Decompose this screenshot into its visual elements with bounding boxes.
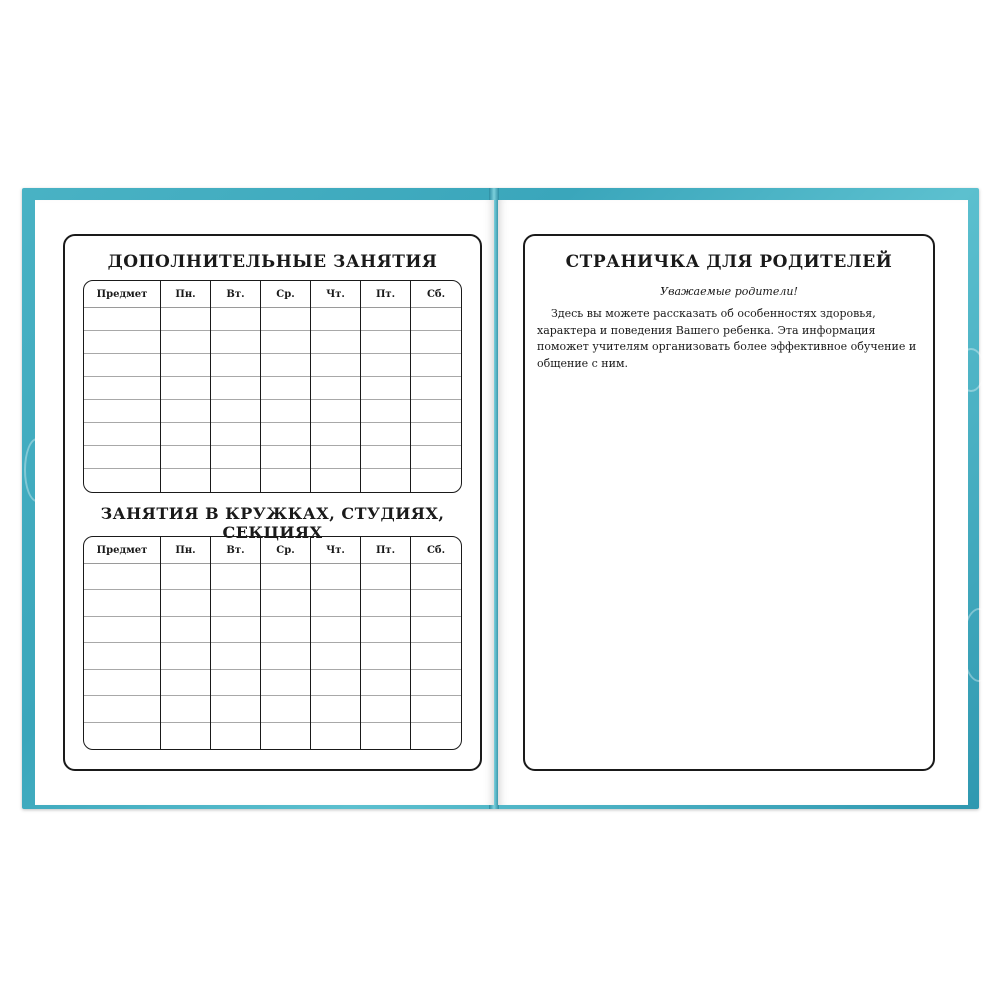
table-column (311, 537, 361, 749)
table-column (311, 281, 361, 492)
table-column (261, 537, 311, 749)
table-cell[interactable] (161, 400, 210, 423)
table-cell[interactable] (411, 377, 461, 400)
table-cell[interactable] (161, 469, 210, 492)
table-cell[interactable] (261, 354, 310, 377)
table-cell[interactable] (411, 617, 461, 643)
table-cell[interactable] (311, 670, 360, 696)
table-cell[interactable] (411, 469, 461, 492)
table-cell[interactable] (361, 723, 410, 749)
table-cell[interactable] (261, 308, 310, 331)
left-panel (63, 234, 482, 771)
table-cell[interactable] (84, 400, 160, 423)
table-cell[interactable] (211, 696, 260, 722)
table-cell[interactable] (311, 643, 360, 669)
table-cell[interactable] (311, 723, 360, 749)
section-title-extra-lessons: ДОПОЛНИТЕЛЬНЫЕ ЗАНЯТИЯ (107, 252, 438, 272)
table-header-cell: Предмет (84, 281, 160, 308)
table-cell[interactable] (361, 617, 410, 643)
table-cell[interactable] (84, 446, 160, 469)
table-header-cell: Вт. (211, 537, 260, 564)
table-cell[interactable] (211, 377, 260, 400)
table-column (411, 281, 461, 492)
table-header-cell: Чт. (311, 537, 360, 564)
table-cell[interactable] (361, 377, 410, 400)
parents-page-title: СТРАНИЧКА ДЛЯ РОДИТЕЛЕЙ (565, 252, 893, 272)
table-cell[interactable] (211, 308, 260, 331)
table-cell[interactable] (84, 331, 160, 354)
table-cell[interactable] (84, 643, 160, 669)
table-cell[interactable] (211, 400, 260, 423)
table-cell[interactable] (361, 423, 410, 446)
table-cell[interactable] (411, 400, 461, 423)
table-column (84, 537, 161, 749)
table-cell[interactable] (211, 354, 260, 377)
table-cell[interactable] (261, 423, 310, 446)
table-cell[interactable] (361, 590, 410, 616)
table-cell[interactable] (211, 331, 260, 354)
table-cell[interactable] (211, 617, 260, 643)
table-cell[interactable] (311, 469, 360, 492)
table-cell[interactable] (261, 446, 310, 469)
table-cell[interactable] (211, 643, 260, 669)
table-header-cell: Ср. (261, 537, 310, 564)
table-cell[interactable] (261, 617, 310, 643)
table-cell[interactable] (361, 354, 410, 377)
table-cell[interactable] (361, 308, 410, 331)
table-cell[interactable] (361, 696, 410, 722)
table-cell[interactable] (84, 670, 160, 696)
table-cell[interactable] (311, 423, 360, 446)
table-cell[interactable] (261, 590, 310, 616)
table-cell[interactable] (211, 670, 260, 696)
table-cell[interactable] (161, 446, 210, 469)
table-header-cell: Сб. (411, 281, 461, 308)
table-header-cell: Предмет (84, 537, 160, 564)
parents-panel (523, 234, 935, 771)
table-cell[interactable] (161, 423, 210, 446)
table-cell[interactable] (84, 617, 160, 643)
table-header-cell: Сб. (411, 537, 461, 564)
table-cell[interactable] (411, 670, 461, 696)
table-cell[interactable] (161, 308, 210, 331)
table-header-cell: Пн. (161, 281, 210, 308)
section-title-clubs: ЗАНЯТИЯ В КРУЖКАХ, СТУДИЯХ, СЕКЦИЯХ (100, 504, 445, 542)
table-cell[interactable] (261, 331, 310, 354)
table-column (361, 281, 411, 492)
table-cell[interactable] (311, 354, 360, 377)
left-page (35, 200, 494, 805)
parents-greeting: Уважаемые родители! (660, 285, 798, 298)
table-cell[interactable] (361, 670, 410, 696)
table-header-cell: Вт. (211, 281, 260, 308)
table-column (211, 281, 261, 492)
table-cell[interactable] (311, 590, 360, 616)
table-cell[interactable] (261, 469, 310, 492)
extra-lessons-table (83, 280, 462, 493)
table-header-cell: Пт. (361, 537, 410, 564)
table-cell[interactable] (261, 400, 310, 423)
table-cell[interactable] (361, 469, 410, 492)
table-cell[interactable] (261, 696, 310, 722)
table-cell[interactable] (211, 469, 260, 492)
table-cell[interactable] (311, 564, 360, 590)
table-cell[interactable] (211, 423, 260, 446)
parents-intro-text: Здесь вы можете рассказать об особенностях здоровья, характера и поведения Вашего ребенка. Эта информация поможет учителям организовать более эффективное обучение и общение с ним. (537, 307, 917, 370)
table-cell[interactable] (361, 400, 410, 423)
table-cell[interactable] (411, 723, 461, 749)
table-column (211, 537, 261, 749)
table-cell[interactable] (311, 446, 360, 469)
table-header-cell: Пт. (361, 281, 410, 308)
right-page (498, 200, 968, 805)
table-cell[interactable] (261, 377, 310, 400)
table-cell[interactable] (361, 643, 410, 669)
table-cell[interactable] (411, 696, 461, 722)
table-cell[interactable] (261, 670, 310, 696)
table-cell[interactable] (261, 723, 310, 749)
table-cell[interactable] (161, 331, 210, 354)
table-cell[interactable] (261, 564, 310, 590)
table-cell[interactable] (161, 643, 210, 669)
table-header-cell: Пн. (161, 537, 210, 564)
table-cell[interactable] (311, 377, 360, 400)
table-column (161, 281, 211, 492)
table-cell[interactable] (211, 723, 260, 749)
table-cell[interactable] (84, 377, 160, 400)
table-cell[interactable] (161, 696, 210, 722)
table-cell[interactable] (161, 377, 210, 400)
table-cell[interactable] (361, 331, 410, 354)
table-column (411, 537, 461, 749)
table-cell[interactable] (261, 643, 310, 669)
table-header-cell: Ср. (261, 281, 310, 308)
table-cell[interactable] (84, 564, 160, 590)
table-cell[interactable] (211, 446, 260, 469)
table-header-cell: Чт. (311, 281, 360, 308)
table-cell[interactable] (161, 564, 210, 590)
table-column (84, 281, 161, 492)
table-cell[interactable] (84, 423, 160, 446)
table-cell[interactable] (161, 723, 210, 749)
table-cell[interactable] (84, 469, 160, 492)
table-cell[interactable] (84, 590, 160, 616)
table-cell[interactable] (161, 354, 210, 377)
table-cell[interactable] (311, 696, 360, 722)
table-column (261, 281, 311, 492)
table-column (361, 537, 411, 749)
table-cell[interactable] (311, 331, 360, 354)
table-cell[interactable] (411, 564, 461, 590)
table-cell[interactable] (84, 723, 160, 749)
table-cell[interactable] (161, 617, 210, 643)
table-cell[interactable] (411, 590, 461, 616)
table-cell[interactable] (161, 670, 210, 696)
table-cell[interactable] (161, 590, 210, 616)
table-cell[interactable] (311, 308, 360, 331)
table-cell[interactable] (84, 354, 160, 377)
table-cell[interactable] (411, 423, 461, 446)
table-cell[interactable] (361, 564, 410, 590)
table-cell[interactable] (411, 354, 461, 377)
table-column (161, 537, 211, 749)
table-cell[interactable] (84, 696, 160, 722)
table-cell[interactable] (211, 564, 260, 590)
clubs-table (83, 536, 462, 750)
table-cell[interactable] (411, 331, 461, 354)
table-cell[interactable] (361, 446, 410, 469)
table-cell[interactable] (311, 400, 360, 423)
table-cell[interactable] (411, 446, 461, 469)
table-cell[interactable] (311, 617, 360, 643)
table-cell[interactable] (211, 590, 260, 616)
table-cell[interactable] (84, 308, 160, 331)
table-cell[interactable] (411, 643, 461, 669)
table-cell[interactable] (411, 308, 461, 331)
